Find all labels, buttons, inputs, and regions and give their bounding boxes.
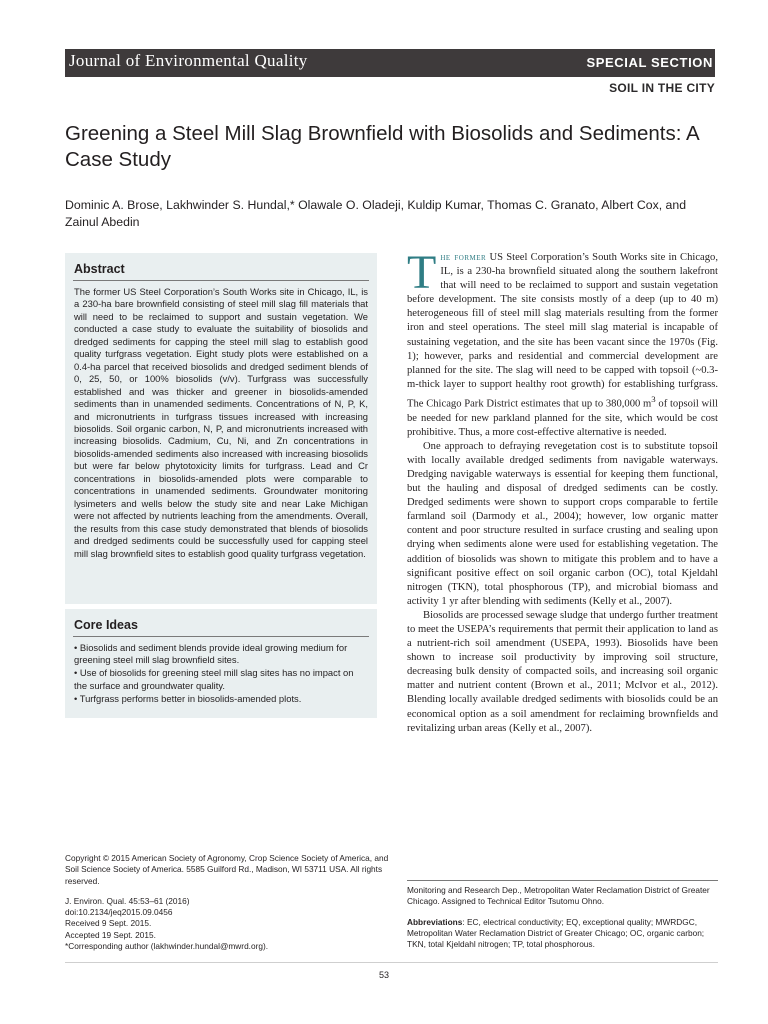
core-ideas-divider [73, 636, 369, 637]
abstract-divider [73, 280, 369, 281]
body-column [407, 246, 718, 736]
abbreviations-label: Abbreviations [407, 916, 463, 927]
paragraph-text: of topsoil will be needed for new parkland planned for the site, which would be cost prohibitive. Thus, a more cost-effective alternative is needed. [407, 398, 718, 438]
doi: doi:10.2134/jeq2015.09.0456 [65, 907, 173, 918]
page-number: 53 [378, 970, 389, 980]
core-idea-item: • Biosolids and sediment blends provide ideal growing medium for greening steel mill slag brownfield sites. [74, 642, 348, 666]
journal-header-bar [65, 49, 715, 77]
author-list: Dominic A. Brose, Lakhwinder S. Hundal,* Olawale O. Oladeji, Kuldip Kumar, Thomas C. Granato, Albert Cox, and Zainul Abedin [65, 198, 687, 229]
affiliation-footer [407, 880, 718, 950]
abstract-text: The former US Steel Corporation’s South Works site in Chicago, IL, is a 230-ha bare brownfield consisting of steel mill slag fill materials that will need to be reclaimed to support and sustain vegetation. We conducted a case study to evaluate the suitability of biosolids and dredged sediments for capping the steel mill slag to establish good quality turfgrass vegetation. Eight study plots were established on a 0.4-ha parcel that received biosolids and dredged sediment blends of 0, 25, 50, or 100% biosolids (v/v). Turfgrass was successfully established and was thicker and greener in biosolids-amended sediments than in unamended sediments. Concentrations of N, P, K, and micronutrients in turfgrass tissues increased with increasing biosolids. Soil organic carbon, N, P, and micronutrients increased with increasing biosolids. Cadmium, Cu, Ni, and Zn concentrations in biosolids-amended sediments also increased with increasing biosolids but were far below phytotoxicity limits for turfgrass. Lead and Cr concentrations in biosolids-amended plots were comparable to concentrations in unamended sediments. Groundwater monitoring lysimeters and wells below the study site and near Lake Michigan were not affected by nutrients leaching from the amendments. Overall, the results from this case study demonstrated that blends of biosolids and dredged sediments could be successfully used for capping steel mill slag brownfield sites to establish good quality turfgrass vegetation. [74, 286, 368, 559]
core-ideas-list [74, 642, 368, 705]
drop-cap: T [407, 246, 437, 299]
page-divider [65, 962, 718, 963]
abbreviations [407, 917, 718, 951]
body-paragraph-2: One approach to defraying revegetation cost is to substitute topsoil with locally available dredged sediments from navigable waterways. Dredging navigable waterways is essential for keeping them functional, but the hauling and disposal of dredged sediments can be costly. Dredged sediments were shown to support crops comparable to fertile farmland soil (Darmody et al., 2004); however, low organic matter content and poor structure resulted in surface crusting and sealing upon drying when sediments alone were used for establishing vegetation. The addition of biosolids was shown to mitigate this problem and to have a significant positive effect on soil organic carbon (OC), total Kjeldahl nitrogen (TKN), total phosphorous (TP), and microbial biomass and activity 1 yr after blending with sediments (Kelly et al., 2007). [407, 440, 718, 607]
citation: J. Environ. Qual. 45:53–61 (2016) [65, 895, 190, 906]
body-paragraph-1 [407, 246, 718, 440]
core-ideas-box [65, 609, 377, 718]
received-date: Received 9 Sept. 2015. [65, 918, 152, 929]
copyright-footer [65, 853, 395, 952]
journal-name: Journal of Environmental Quality [69, 51, 308, 70]
special-section-label: SPECIAL SECTION [555, 49, 715, 77]
core-idea-item: • Use of biosolids for greening steel mill slag sites has no impact on the surface and groundwater quality. [74, 667, 354, 691]
paragraph-text: US Steel Corporation’s South Works site in Chicago, IL, is a 230-ha brownfield situated along the southern lakefront that will need to be reclaimed to support and sustain vegetation before development. The site consists mostly of a deep (up to 40 m) heterogeneous fill of steel mill slag materials resulting from the former iron and steel operations. The steel mill slag material is incapable of sustaining vegetation, and the site has been vacant since the 1970s (Fig. 1); however, parks and residential and commercial development are planned for the site. The slag will need to be capped with topsoil (~0.3-m-thick layer to support healthy root growth) for establishing turfgrass. The Chicago Park District estimates that up to 380,000 m [407, 252, 718, 410]
corresponding-author: *Corresponding author (lakhwinder.hundal@mwrd.org). [65, 941, 269, 952]
core-ideas-heading: Core Ideas [74, 618, 138, 632]
abbreviations-text: : EC, electrical conductivity; EQ, exceptional quality; MWRDGC, Metropolitan Water Reclamation District of Greater Chicago; OC, organic carbon; TKN, total Kjeldahl nitrogen; TP, total phosphorous. [407, 916, 705, 950]
abstract-heading: Abstract [74, 262, 125, 276]
copyright-notice: Copyright © 2015 American Society of Agronomy, Crop Science Society of America, and Soil Science Society of America. 5585 Guilford Rd., Madison, WI 53711 USA. All rights reserved. [65, 853, 389, 886]
affiliation: Monitoring and Research Dep., Metropolitan Water Reclamation District of Greater Chicago. Assigned to Technical Editor Tsutomu Ohno. [407, 885, 710, 907]
superscript: 3 [651, 393, 656, 404]
accepted-date: Accepted 19 Sept. 2015. [65, 929, 156, 940]
article-title: Greening a Steel Mill Slag Brownfield with Biosolids and Sediments: A Case Study [65, 122, 699, 171]
body-paragraph-3: Biosolids are processed sewage sludge that undergo further treatment to meet the USEPA’s requirements that permit their application to land as a nutrient-rich soil amendment (USEPA, 1993). Biosolids have been shown to increase soil productivity by improving soil structure, decreasing bulk density of compacted soils, and increasing soil organic matter and nutrient content (Brown et al., 2011; McIvor et al., 2012). Blending locally available dredged sediments with biosolids could be an economical option as a soil amendment for reclaiming brownfields and revitalizing urban areas (Kelly et al., 2007). [407, 609, 718, 734]
abstract-box [65, 253, 377, 604]
lead-in-smallcaps: he former [440, 252, 487, 263]
section-name: SOIL IN THE CITY [609, 81, 715, 95]
core-idea-item: • Turfgrass performs better in biosolids-amended plots. [74, 692, 302, 704]
